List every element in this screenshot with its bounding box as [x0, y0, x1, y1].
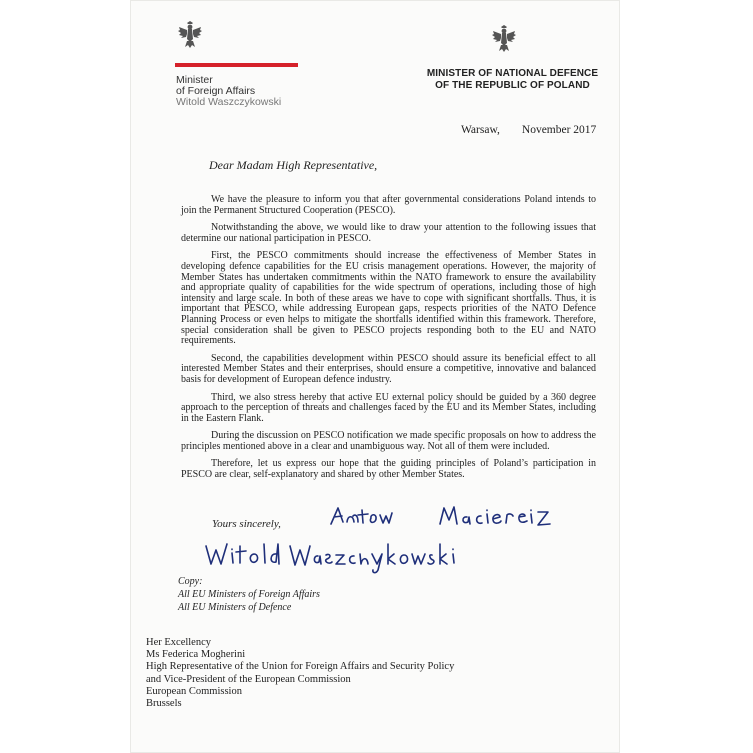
- closing: Yours sincerely,: [212, 518, 281, 530]
- paragraph: During the discussion on PESCO notification we made specific proposals on how to address the principles mentioned above in a clear and unambiguous way. Not all of them were included.: [181, 430, 596, 452]
- letterhead-national-defence: [420, 68, 605, 92]
- date: November 2017: [521, 124, 597, 136]
- recipient-line: Brussels: [146, 698, 182, 710]
- copy-label: Copy:: [178, 576, 203, 587]
- date-line: [461, 124, 596, 136]
- letterhead-line: OF THE REPUBLIC OF POLAND: [435, 80, 590, 91]
- letter-body: [181, 195, 596, 488]
- signature-macierewicz: [328, 500, 558, 534]
- letterhead-foreign-affairs: [176, 75, 281, 108]
- paragraph: First, the PESCO commitments should increase the effectiveness of Member States in developing defence capabilities for the EU crisis management operations. However, the majority of Member States has undertaken commitments within the NATO framework to ensure the availability and appropriate quality of capabilities for the wide spectrum of operations, including those of high intensity and large scale. In both of these areas we have to cope with significant shortfalls. Thus, it is important that PESCO, while addressing European gaps, respects priorities of the NATO Defence Planning Process or even helps to mitigate the shortfalls identified within this framework. Therefore, special consideration shall be given to PESCO projects responding both to the EU and NATO requirements.: [181, 250, 596, 347]
- polish-eagle-icon: [177, 20, 203, 50]
- recipient-line: Her Excellency: [146, 637, 212, 648]
- recipient-line: and Vice-President of the European Commission: [146, 673, 351, 685]
- copy-list: [178, 575, 320, 614]
- paragraph: Second, the capabilities development within PESCO should assure its beneficial effect to all interested Member States and their enterprises, should ensure a competitive, innovative and balanced basis for development of European defence industry.: [181, 352, 596, 385]
- polish-eagle-icon: [491, 24, 517, 54]
- recipient-address: [146, 637, 454, 710]
- letterhead-line: MINISTER OF NATIONAL DEFENCE: [426, 68, 599, 79]
- paragraph: We have the pleasure to inform you that after governmental considerations Poland intends to join the Permanent Structured Cooperation (PESCO).: [181, 194, 596, 216]
- salutation: Dear Madam High Representative,: [209, 158, 378, 172]
- letterhead-line: Minister: [176, 74, 213, 86]
- paragraph: Notwithstanding the above, we would like to draw your attention to the following issues that determine our national participation in PESCO.: [181, 222, 596, 244]
- signature-waszczykowski: [204, 538, 464, 578]
- paragraph: Third, we also stress hereby that active EU external policy should be guided by a 360 degree approach to the perception of threats and challenges faced by the EU and its Member States, including in the Eastern Flank.: [181, 391, 596, 424]
- letterhead-accent-bar: [175, 63, 298, 67]
- place: Warsaw,: [461, 124, 500, 136]
- paragraph: Therefore, let us express our hope that the guiding principles of Poland’s participation in PESCO are clear, self-explanatory and shared by other Member States.: [181, 458, 596, 481]
- letterhead-minister-name: Witold Waszczykowski: [176, 96, 282, 108]
- recipient-line: High Representative of the Union for Foreign Affairs and Security Policy: [146, 661, 455, 673]
- copy-item: All EU Ministers of Foreign Affairs: [178, 589, 320, 600]
- recipient-line: Ms Federica Mogherini: [146, 649, 246, 661]
- copy-item: All EU Ministers of Defence: [178, 602, 292, 613]
- recipient-line: European Commission: [146, 685, 242, 697]
- letterhead-line: of Foreign Affairs: [176, 85, 256, 97]
